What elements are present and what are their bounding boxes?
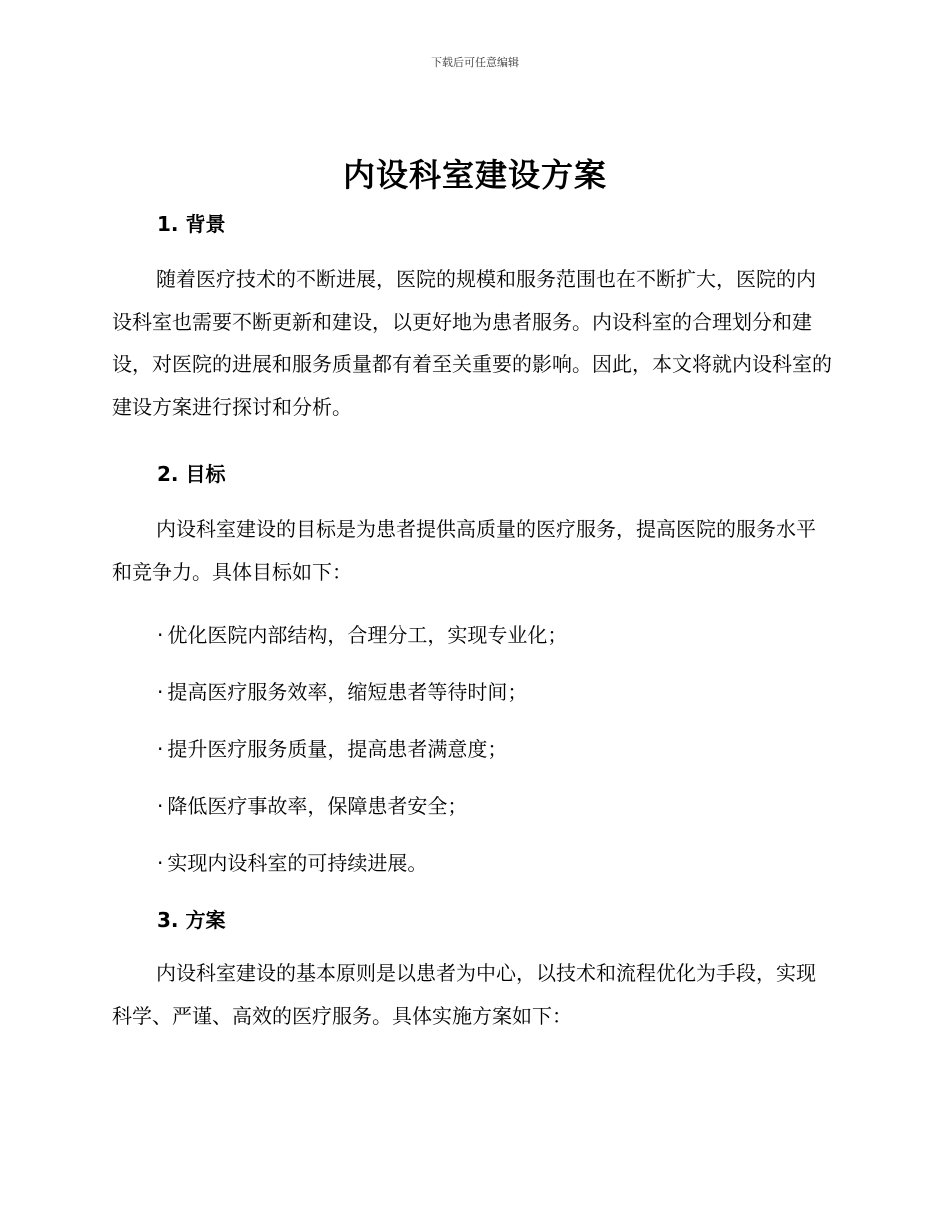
bullet-dot: · <box>157 851 164 875</box>
section-heading-plan: 3. 方案 <box>157 908 226 932</box>
document-title: 内设科室建设方案 <box>342 156 607 194</box>
bullet-text: 提升医疗服务质量，提高患者满意度； <box>167 737 508 761</box>
bullet-text: 优化医院内部结构，合理分工，实现专业化； <box>167 623 568 647</box>
bullet-item <box>157 619 567 648</box>
header-note: 下载后可任意编辑 <box>431 56 519 69</box>
bullet-dot: · <box>157 737 164 761</box>
bullet-item <box>157 790 467 819</box>
bullet-text: 提高医疗服务效率，缩短患者等待时间； <box>167 680 528 704</box>
bullet-dot: · <box>157 623 164 647</box>
paragraph-plan: 内设科室建设的基本原则是以患者为中心，以技术和流程优化为手段，实现科学、严谨、高效的医疗服务。具体实施方案如下： <box>112 961 816 1028</box>
paragraph-background: 随着医疗技术的不断进展，医院的规模和服务范围也在不断扩大，医院的内设科室也需要不断更新和建设，以更好地为患者服务。内设科室的合理划分和建设，对医院的进展和服务质量都有着至关重要的影响。因此，本文将就内设科室的建设方案进行探讨和分析。 <box>112 267 832 420</box>
section-heading-background: 1. 背景 <box>157 212 226 236</box>
bullet-dot: · <box>157 680 164 704</box>
bullet-item <box>157 733 507 762</box>
bullet-item <box>157 676 527 705</box>
bullet-text: 实现内设科室的可持续进展。 <box>167 851 428 875</box>
section-heading-goals: 2. 目标 <box>157 462 226 486</box>
bullet-dot: · <box>157 794 164 818</box>
bullet-item <box>157 847 427 876</box>
paragraph-goals: 内设科室建设的目标是为患者提供高质量的医疗服务，提高医院的服务水平和竞争力。具体目标如下： <box>112 517 816 584</box>
bullet-text: 降低医疗事故率，保障患者安全； <box>167 794 468 818</box>
